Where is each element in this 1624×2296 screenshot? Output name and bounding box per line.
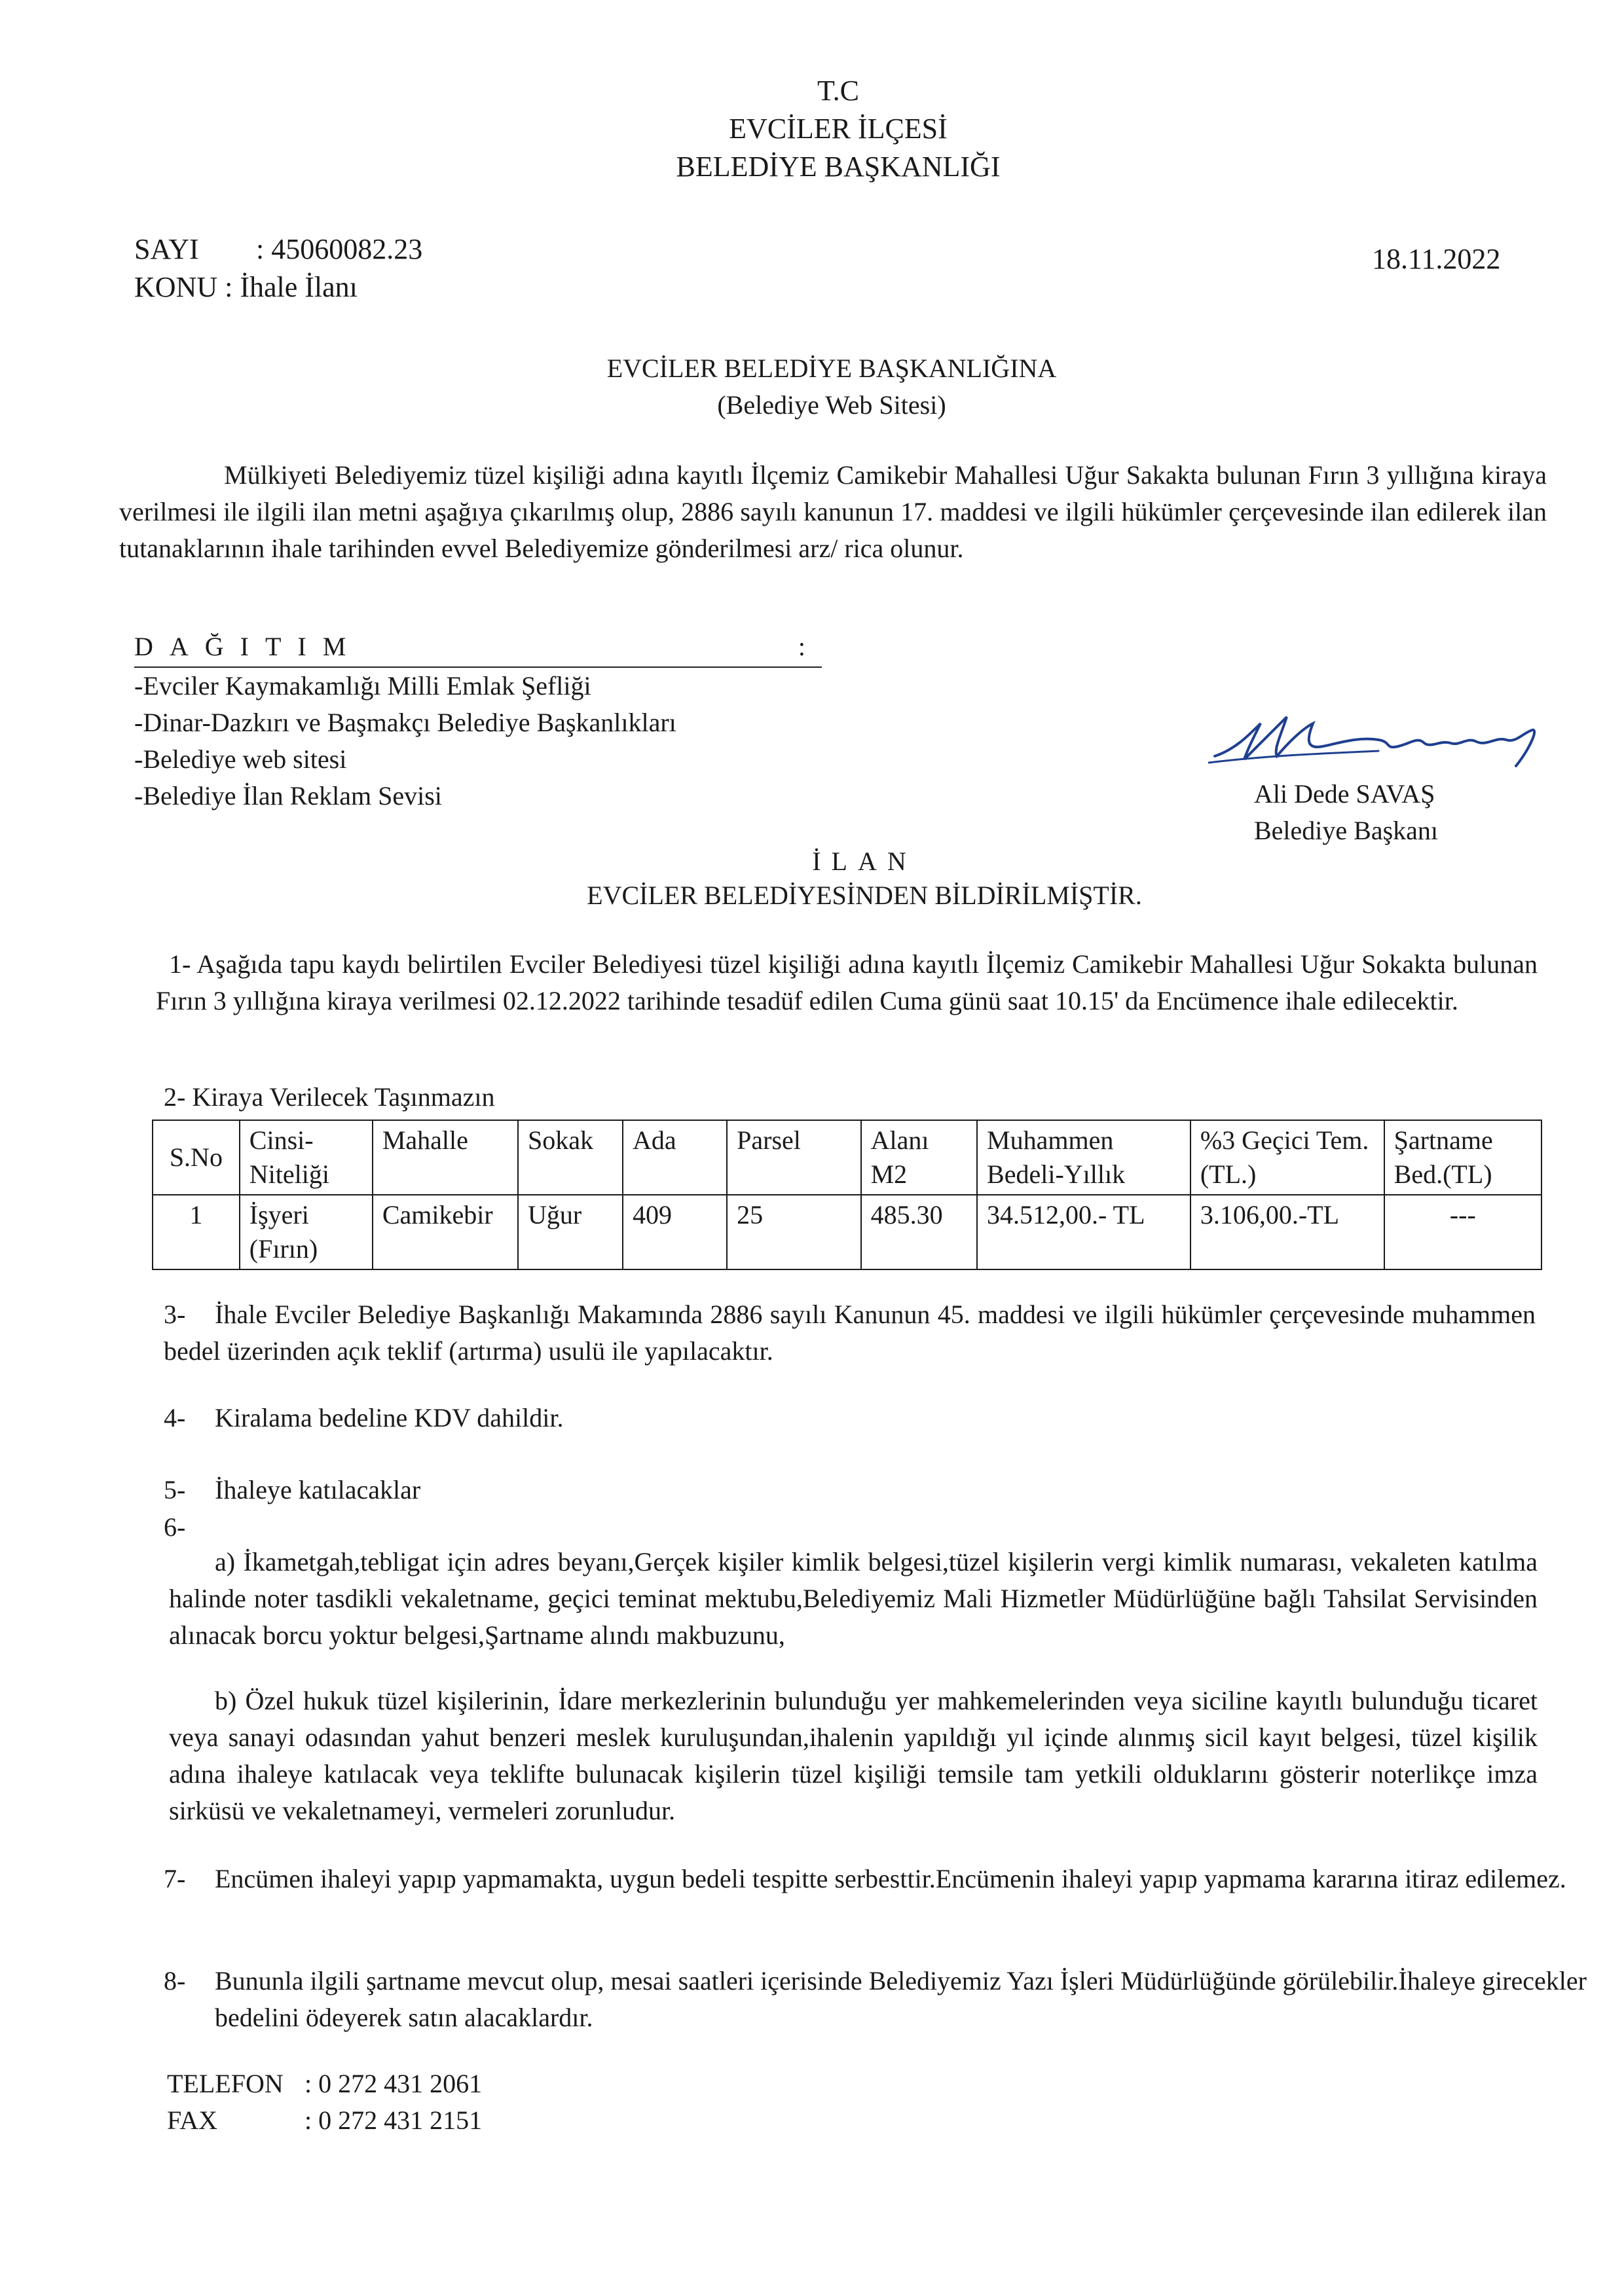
- item-1-paragraph: [156, 946, 1538, 1019]
- table-header: Mahalle: [373, 1120, 518, 1195]
- signer-title: Belediye Başkanı: [1254, 816, 1439, 845]
- table-cell: 409: [623, 1195, 727, 1269]
- signer-block: [1254, 776, 1438, 849]
- table-cell: 485.30: [861, 1195, 977, 1269]
- telephone-value: : 0 272 431 2061: [304, 2069, 483, 2098]
- signer-name: Ali Dede SAVAŞ: [1254, 779, 1435, 809]
- table-cell: Camikebir: [373, 1195, 518, 1269]
- item-number: 3-: [164, 1300, 186, 1329]
- item-number: 4-: [164, 1403, 186, 1432]
- document-date: 18.11.2022: [1372, 243, 1501, 275]
- table-cell: İşyeri (Fırın): [240, 1195, 373, 1269]
- table-header: Şartname Bed.(TL): [1384, 1120, 1541, 1195]
- konu-value: : İhale İlanı: [225, 271, 358, 303]
- item-5: [164, 1472, 1536, 1508]
- intro-text: Mülkiyeti Belediyemiz tüzel kişiliği adına kayıtlı İlçemiz Camikebir Mahallesi Uğur Sakakta bulunan Fırın 3 yıllığına kiraya verilmesi ile ilgili ilan metni aşağıya çıkarılmış olup, 2886 sayılı kanunun 17. maddesi ve ilgili hükümler çerçevesinde ilan edilerek ilan tutanaklarının ihale tarihinden evvel Belediyemize gönderilmesi arz/ rica olunur.: [119, 460, 1547, 563]
- table-header: Parsel: [727, 1120, 860, 1195]
- property-table: [152, 1120, 1542, 1270]
- table-title: 2- Kiraya Verilecek Taşınmazın: [164, 1082, 495, 1112]
- distribution-item: -Dinar-Dazkırı ve Başmakçı Belediye Başkanlıkları: [134, 708, 676, 737]
- letterhead: [0, 72, 1624, 186]
- table-cell: 3.106,00.-TL: [1190, 1195, 1384, 1269]
- table-cell: 34.512,00.- TL: [977, 1195, 1190, 1269]
- distribution-item: -Belediye İlan Reklam Sevisi: [134, 781, 442, 811]
- table-cell: 1: [153, 1195, 240, 1269]
- table-header: %3 Geçici Tem.(TL.): [1190, 1120, 1384, 1195]
- table-header: Cinsi-Niteliği: [240, 1120, 373, 1195]
- item-number: 7-: [164, 1864, 186, 1893]
- item-1-text: 1- Aşağıda tapu kaydı belirtilen Evciler Belediyesi tüzel kişiliği adına kayıtlı İlçemiz Camikebir Mahallesi Uğur Sokakta bulunan Fırın 3 yıllığına kiraya verilmesi 02.12.2022 tarihinde tesadüf edilen Cuma günü saat 10.15' da Encümence ihale edilecektir.: [156, 949, 1538, 1015]
- item-4-text: Kiralama bedeline KDV dahildir.: [215, 1403, 564, 1432]
- table-header: Ada: [623, 1120, 727, 1195]
- intro-paragraph: [119, 457, 1547, 567]
- distribution-item: -Evciler Kaymakamlığı Milli Emlak Şefliği: [134, 671, 591, 701]
- sayi-value: : 45060082.23: [256, 233, 423, 265]
- handwritten-signature: [1208, 710, 1549, 779]
- item-6: [164, 1509, 1536, 1546]
- table-cell: 25: [727, 1195, 860, 1269]
- item-3: [164, 1296, 1536, 1370]
- item-6b-text: b) Özel hukuk tüzel kişilerinin, İdare merkezlerinin bulunduğu yer mahkemelerinden veya siciline kayıtlı bulunduğu ticaret veya sanayi odasından yahut benzeri meslek kuruluşundan,ihalenin yapıldığı yıl içinde alınmış sicil kayıt belgesi, tüzel kişilik adına ihaleye katılacak veya teklifte bulunacak kişilerin tüzel kişiliği temsile tam yetkili olduklarını gösterir noterlikçe imza sirküsü ve vekaletnameyi, vermeleri zorunludur.: [169, 1686, 1538, 1825]
- table-cell: ---: [1384, 1195, 1541, 1269]
- table-header: Muhammen Bedeli-Yıllık: [977, 1120, 1190, 1195]
- item-8: [164, 1963, 1587, 2036]
- addressee-line-2: (Belediye Web Sitesi): [717, 390, 946, 420]
- table-row: [153, 1195, 1541, 1269]
- item-6a-text: a) İkametgah,tebligat için adres beyanı,Gerçek kişiler kimlik belgesi,tüzel kişilerin vergi kimlik numarası, vekaleten katılma halinde noter tasdikli vekaletname, geçici teminat mektubu,Belediyemiz Mali Hizmetler Müdürlüğüne bağlı Tahsilat Servisinden alınacak borcu yoktur belgesi,Şartname alındı makbuzunu,: [169, 1547, 1538, 1650]
- item-7-text: Encümen ihaleyi yapıp yapmamakta, uygun bedeli tespitte serbesttir.Encümenin ihaleyi yapıp yapmama kararına itiraz edilemez.: [215, 1864, 1566, 1893]
- item-8-text: Bununla ilgili şartname mevcut olup, mesai saatleri içerisinde Belediyemiz Yazı İşleri Müdürlüğünde görülebilir.İhaleye girecekler bedelini ödeyerek satın alacaklardır.: [215, 1966, 1587, 2032]
- item-5-text: İhaleye katılacaklar: [215, 1475, 421, 1504]
- konu-label: KONU: [134, 271, 218, 303]
- fax-value: : 0 272 431 2151: [304, 2105, 483, 2135]
- distribution-title: [134, 629, 822, 668]
- addressee-line-1: EVCİLER BELEDİYE BAŞKANLIĞINA: [606, 354, 1057, 383]
- item-6b: [169, 1683, 1538, 1829]
- item-number: 5-: [164, 1475, 186, 1504]
- fax-label: FAX: [167, 2105, 218, 2135]
- contact-block: [167, 2066, 482, 2139]
- table-header-row: [153, 1120, 1541, 1195]
- table-header: Sokak: [518, 1120, 623, 1195]
- item-4: [164, 1400, 1536, 1436]
- telephone-label: TELEFON: [167, 2069, 284, 2098]
- distribution-list: [134, 629, 822, 814]
- item-number: 6-: [164, 1512, 186, 1542]
- distribution-item: -Belediye web sitesi: [134, 744, 347, 774]
- item-6a: [169, 1544, 1538, 1654]
- ilan-subtitle: EVCİLER BELEDİYESİNDEN BİLDİRİLMİŞTİR.: [587, 881, 1142, 910]
- item-7: [164, 1861, 1587, 1897]
- reference-block: [134, 230, 422, 306]
- item-3-text: İhale Evciler Belediye Başkanlığı Makamında 2886 sayılı Kanunun 45. maddesi ve ilgili hükümler çerçevesinde muhammen bedel üzerinden açık teklif (artırma) usulü ile yapılacaktır.: [164, 1300, 1536, 1366]
- letterhead-line-2: EVCİLER İLÇESİ: [729, 113, 948, 145]
- ilan-title: İLAN: [812, 847, 917, 876]
- sayi-label: SAYI: [134, 233, 199, 265]
- table-header: Alanı M2: [861, 1120, 977, 1195]
- letterhead-line-3: BELEDİYE BAŞKANLIĞI: [676, 151, 1001, 183]
- distribution-title-text: DAĞITIM: [134, 632, 363, 661]
- letterhead-line-1: T.C: [817, 75, 859, 107]
- table-header: S.No: [153, 1120, 240, 1195]
- addressee: [0, 350, 1624, 424]
- distribution-colon: :: [798, 632, 822, 661]
- item-number: 8-: [164, 1966, 186, 1995]
- table-cell: Uğur: [518, 1195, 623, 1269]
- ilan-heading: [0, 845, 1624, 913]
